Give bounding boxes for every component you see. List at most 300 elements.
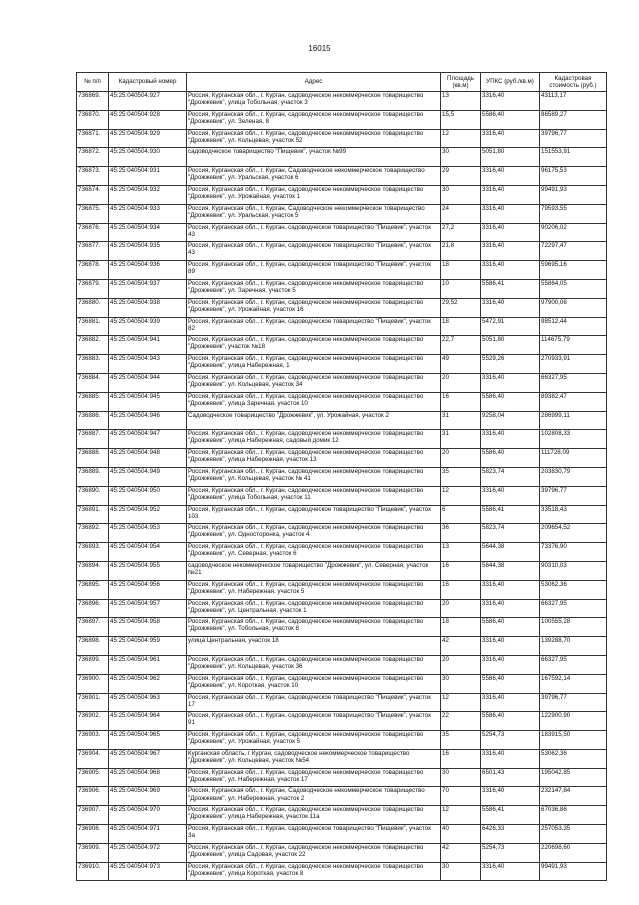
- area-cell: 18: [441, 317, 481, 336]
- area-cell: 42: [441, 637, 481, 656]
- row-num-cell: 736891.: [77, 505, 109, 524]
- table-row: [77, 317, 607, 336]
- header-area: Площадь (кв.м): [441, 73, 481, 92]
- row-num-cell: 736897.: [77, 618, 109, 637]
- table-row: [77, 92, 607, 111]
- area-cell: 12: [441, 486, 481, 505]
- upks-cell: 3316,40: [481, 92, 540, 111]
- cadastral-cost-cell: 100555,28: [540, 618, 607, 637]
- row-num-cell: 736887.: [77, 430, 109, 449]
- address-cell: Россия, Курганская обл., г. Курган, садоводческое некоммерческое товарищество "Дрожжевик", ул. Кольцевая, участок 36: [187, 655, 441, 674]
- upks-cell: 3316,40: [481, 204, 540, 223]
- address-cell: Россия, Курганская обл., г. Курган, садоводческое некоммерческое товарищество "Дрожжевик", ул. Кольцевая, участок 52: [187, 129, 441, 148]
- cadastral-cost-cell: 66327,95: [540, 373, 607, 392]
- cadastral-cost-cell: 111728,09: [540, 449, 607, 468]
- area-cell: 18: [441, 618, 481, 637]
- upks-cell: 3316,40: [481, 637, 540, 656]
- upks-cell: 5586,41: [481, 806, 540, 825]
- cadastral-cost-cell: 220698,60: [540, 843, 607, 862]
- cadastral-number-cell: 45:25:040504:953: [109, 524, 187, 543]
- cadastral-number-cell: 45:25:040504:935: [109, 242, 187, 261]
- area-cell: 12: [441, 693, 481, 712]
- row-num-cell: 736874.: [77, 185, 109, 204]
- row-num-cell: 736898.: [77, 637, 109, 656]
- table-row: [77, 862, 607, 881]
- cadastral-cost-cell: 72297,47: [540, 242, 607, 261]
- area-cell: 30: [441, 862, 481, 881]
- upks-cell: 3316,40: [481, 129, 540, 148]
- table-row: [77, 223, 607, 242]
- area-cell: 31: [441, 430, 481, 449]
- table-row: [77, 843, 607, 862]
- area-cell: 42: [441, 843, 481, 862]
- upks-cell: 5823,74: [481, 524, 540, 543]
- cadastral-cost-cell: 151553,91: [540, 148, 607, 167]
- upks-cell: 3316,40: [481, 167, 540, 186]
- address-cell: Россия, Курганская обл., г. Курган, садоводческое товарищество "Пищевик", участок 89: [187, 261, 441, 280]
- row-num-cell: 736892.: [77, 524, 109, 543]
- cadastral-cost-cell: 286999,11: [540, 411, 607, 430]
- row-num-cell: 736900.: [77, 674, 109, 693]
- area-cell: 27,2: [441, 223, 481, 242]
- row-num-cell: 736889.: [77, 467, 109, 486]
- cadastral-number-cell: 45:25:040504:952: [109, 505, 187, 524]
- header-cadastral-number: Кадастровый номер: [109, 73, 187, 92]
- address-cell: Россия, Курганская обл., г. Курган, садоводческое товарищество "Пищевик", участок 91: [187, 712, 441, 731]
- cadastral-number-cell: 45:25:040504:965: [109, 731, 187, 750]
- area-cell: 31: [441, 411, 481, 430]
- table-row: [77, 637, 607, 656]
- table-row: [77, 580, 607, 599]
- address-cell: Россия, Курганская обл., г. Курган, садоводческое некоммерческое товарищество "Дрожжевик", улица Набережная, садовый домик 12: [187, 430, 441, 449]
- cadastral-cost-cell: 98512,44: [540, 317, 607, 336]
- cadastral-value-table: [76, 72, 607, 881]
- address-cell: Россия, Курганская обл., г. Курган, садоводческое некоммерческое товарищество "Дрожжевик", улица Тобольная, участок 11: [187, 486, 441, 505]
- cadastral-cost-cell: 203830,79: [540, 467, 607, 486]
- cadastral-cost-cell: 33518,43: [540, 505, 607, 524]
- row-num-cell: 736869.: [77, 92, 109, 111]
- row-num-cell: 736890.: [77, 486, 109, 505]
- upks-cell: 6426,33: [481, 825, 540, 844]
- area-cell: 20: [441, 449, 481, 468]
- area-cell: 22: [441, 712, 481, 731]
- area-cell: 70: [441, 787, 481, 806]
- table-row: [77, 204, 607, 223]
- table-row: [77, 167, 607, 186]
- cadastral-number-cell: 45:25:040504:970: [109, 806, 187, 825]
- address-cell: Россия, Курганская обл., г. Курган, садоводческое некоммерческое товарищество "Дрожжевик", ул. Зеленая, 8: [187, 110, 441, 129]
- cadastral-number-cell: 45:25:040504:956: [109, 580, 187, 599]
- upks-cell: 5586,40: [481, 449, 540, 468]
- address-cell: Россия, Курганская обл., г. Курган, садоводческое некоммерческое товарищество "Дрожжевик", улица Тобольная, участок 3: [187, 92, 441, 111]
- cadastral-cost-cell: 43113,17: [540, 92, 607, 111]
- table-row: [77, 599, 607, 618]
- address-cell: Россия, Курганская обл., г. Курган, садоводческое некоммерческое товарищество "Дрожжевик", улица Набережная, участок 11а: [187, 806, 441, 825]
- address-cell: Россия, Курганская обл., г. Курган, садоводческое некоммерческое товарищество "Дрожжевик", улица Короткая, участок 8: [187, 862, 441, 881]
- cadastral-number-cell: 45:25:040504:945: [109, 392, 187, 411]
- table-row: [77, 110, 607, 129]
- row-num-cell: 736881.: [77, 317, 109, 336]
- row-num-cell: 736899.: [77, 655, 109, 674]
- address-cell: Россия, Курганская обл., г. Курган, садоводческое некоммерческое товарищество "Дрожжевик", улица Заречная, участок 10: [187, 392, 441, 411]
- address-cell: Россия, Курганская обл., г. Курган, садоводческое товарищество "Пищевик", участок 3а: [187, 825, 441, 844]
- row-num-cell: 736875.: [77, 204, 109, 223]
- cadastral-number-cell: 45:25:040504:933: [109, 204, 187, 223]
- address-cell: Россия, Курганская обл., г. Курган, садоводческое некоммерческое товарищество "Дрожжевик", ул. Урожайная, участок 5: [187, 731, 441, 750]
- area-cell: 6: [441, 505, 481, 524]
- cadastral-cost-cell: 139288,70: [540, 637, 607, 656]
- cadastral-cost-cell: 167592,14: [540, 674, 607, 693]
- area-cell: 10: [441, 279, 481, 298]
- upks-cell: 5823,74: [481, 467, 540, 486]
- row-num-cell: 736879.: [77, 279, 109, 298]
- upks-cell: 3316,40: [481, 223, 540, 242]
- upks-cell: 5529,26: [481, 355, 540, 374]
- upks-cell: 3316,40: [481, 261, 540, 280]
- area-cell: 16: [441, 580, 481, 599]
- upks-cell: 3316,40: [481, 655, 540, 674]
- table-row: [77, 561, 607, 580]
- cadastral-number-cell: 45:25:040504:930: [109, 148, 187, 167]
- table-row: [77, 486, 607, 505]
- table-row: [77, 411, 607, 430]
- cadastral-number-cell: 45:25:040504:968: [109, 768, 187, 787]
- cadastral-cost-cell: 99491,93: [540, 185, 607, 204]
- row-num-cell: 736888.: [77, 449, 109, 468]
- table-header-row: [77, 73, 607, 92]
- row-num-cell: 736885.: [77, 392, 109, 411]
- cadastral-number-cell: 45:25:040504:957: [109, 599, 187, 618]
- address-cell: Россия, Курганская обл., г. Курган, Садоводческое некоммерческое товарищество "Дрожжевик", ул. Набережная, участок 2: [187, 787, 441, 806]
- header-num: № п/п: [77, 73, 109, 92]
- cadastral-cost-cell: 257053,35: [540, 825, 607, 844]
- cadastral-cost-cell: 53062,36: [540, 580, 607, 599]
- area-cell: 30: [441, 768, 481, 787]
- address-cell: Россия, Курганская обл., г. Курган, садоводческое товарищество "Пищевик", участок 43: [187, 242, 441, 261]
- cadastral-number-cell: 45:25:040504:961: [109, 655, 187, 674]
- table-body: [77, 92, 607, 881]
- cadastral-cost-cell: 59695,16: [540, 261, 607, 280]
- cadastral-cost-cell: 90206,02: [540, 223, 607, 242]
- upks-cell: 3316,40: [481, 862, 540, 881]
- address-cell: Россия, Курганская обл., г. Курган, Садоводческое некоммерческое товарищество "Дрожжевик", ул. Уральская, участок 5: [187, 204, 441, 223]
- upks-cell: 3316,40: [481, 430, 540, 449]
- cadastral-number-cell: 45:25:040504:949: [109, 467, 187, 486]
- upks-cell: 5051,80: [481, 336, 540, 355]
- area-cell: 18: [441, 261, 481, 280]
- table-row: [77, 524, 607, 543]
- table-row: [77, 279, 607, 298]
- cadastral-cost-cell: 89382,47: [540, 392, 607, 411]
- table-row: [77, 618, 607, 637]
- cadastral-cost-cell: 209654,52: [540, 524, 607, 543]
- table-row: [77, 825, 607, 844]
- upks-cell: 5644,38: [481, 543, 540, 562]
- address-cell: Россия, Курганская обл., г. Курган, садоводческое некоммерческое товарищество "Дрожжевик", ул. Кольцевая, участок 34: [187, 373, 441, 392]
- upks-cell: 3316,40: [481, 242, 540, 261]
- row-num-cell: 736893.: [77, 543, 109, 562]
- cadastral-cost-cell: 114675,79: [540, 336, 607, 355]
- table-row: [77, 731, 607, 750]
- table-row: [77, 129, 607, 148]
- cadastral-number-cell: 45:25:040504:947: [109, 430, 187, 449]
- area-cell: 35: [441, 731, 481, 750]
- cadastral-cost-cell: 39796,77: [540, 693, 607, 712]
- row-num-cell: 736903.: [77, 731, 109, 750]
- address-cell: Россия, Курганская обл., г. Курган, садоводческое некоммерческое товарищество "Дрожжевик", ул. Урожайная, участок 1: [187, 185, 441, 204]
- table-row: [77, 749, 607, 768]
- upks-cell: 9258,04: [481, 411, 540, 430]
- cadastral-cost-cell: 86589,27: [540, 110, 607, 129]
- address-cell: Россия, Курганская обл., г. Курган, садоводческое некоммерческое товарищество "Дрожжевик", улица Садовая, участок 22: [187, 843, 441, 862]
- table-row: [77, 392, 607, 411]
- address-cell: Россия, Курганская обл., г. Курган, садоводческое некоммерческое товарищество "Дрожжевик", ул. Односторонка, участок 4: [187, 524, 441, 543]
- address-cell: садоводческое некоммерческое товарищество "Дрожжевик", ул. Северная, участок №21: [187, 561, 441, 580]
- upks-cell: 5472,91: [481, 317, 540, 336]
- cadastral-cost-cell: 96175,53: [540, 167, 607, 186]
- address-cell: Россия, Курганская обл., г. Курган, садоводческое некоммерческое товарищество "Дрожжевик", ул. Заречная, участок 5: [187, 279, 441, 298]
- row-num-cell: 736901.: [77, 693, 109, 712]
- cadastral-cost-cell: 53062,36: [540, 749, 607, 768]
- upks-cell: 3316,40: [481, 580, 540, 599]
- cadastral-number-cell: 45:25:040504:971: [109, 825, 187, 844]
- cadastral-cost-cell: 39796,77: [540, 486, 607, 505]
- table-row: [77, 543, 607, 562]
- row-num-cell: 736870.: [77, 110, 109, 129]
- area-cell: 20: [441, 655, 481, 674]
- table-row: [77, 768, 607, 787]
- cadastral-number-cell: 45:25:040504:941: [109, 336, 187, 355]
- cadastral-number-cell: 45:25:040504:959: [109, 637, 187, 656]
- cadastral-cost-cell: 102808,33: [540, 430, 607, 449]
- upks-cell: 5586,40: [481, 618, 540, 637]
- address-cell: Россия, Курганская обл., г. Курган, садоводческое некоммерческое товарищество "Дрожжевик", ул. Тобольная, участок 8: [187, 618, 441, 637]
- address-cell: Россия, Курганская обл., г. Курган, садоводческое некоммерческое товарищество "Дрожжевик", ул. Центральная, участок 1: [187, 599, 441, 618]
- address-cell: Россия, Курганская обл., г. Курган, садоводческое товарищество "Пищевик", участок 82: [187, 317, 441, 336]
- area-cell: 16: [441, 392, 481, 411]
- table-row: [77, 355, 607, 374]
- table-row: [77, 298, 607, 317]
- table-row: [77, 261, 607, 280]
- header-cadastral-cost: Кадастровая стоимость (руб.): [540, 73, 607, 92]
- address-cell: Россия, Курганская обл., г. Курган, садоводческое некоммерческое товарищество "Дрожжевик", ул. Набережная, участок 5: [187, 580, 441, 599]
- cadastral-number-cell: 45:25:040504:962: [109, 674, 187, 693]
- table-row: [77, 806, 607, 825]
- table-row: [77, 242, 607, 261]
- upks-cell: 3316,40: [481, 373, 540, 392]
- area-cell: 16: [441, 749, 481, 768]
- row-num-cell: 736877.: [77, 242, 109, 261]
- address-cell: Россия, Курганская обл., г. Курган, садоводческое некоммерческое товарищество "Дрожжевик", улица Набережная, участок 13: [187, 449, 441, 468]
- table-row: [77, 674, 607, 693]
- upks-cell: 3316,40: [481, 693, 540, 712]
- table-row: [77, 712, 607, 731]
- table-row: [77, 373, 607, 392]
- upks-cell: 3316,40: [481, 486, 540, 505]
- cadastral-number-cell: 45:25:040504:972: [109, 843, 187, 862]
- row-num-cell: 736910.: [77, 862, 109, 881]
- address-cell: Россия, Курганская обл., г. Курган, садоводческое некоммерческое товарищество "Дрожжевик", ул. Короткая, участок 10: [187, 674, 441, 693]
- upks-cell: 5254,73: [481, 731, 540, 750]
- cadastral-cost-cell: 55864,05: [540, 279, 607, 298]
- cadastral-number-cell: 45:25:040504:964: [109, 712, 187, 731]
- table-row: [77, 787, 607, 806]
- area-cell: 12: [441, 129, 481, 148]
- cadastral-number-cell: 45:25:040504:928: [109, 110, 187, 129]
- upks-cell: 5586,40: [481, 110, 540, 129]
- cadastral-number-cell: 45:25:040504:937: [109, 279, 187, 298]
- area-cell: 30: [441, 185, 481, 204]
- row-num-cell: 736896.: [77, 599, 109, 618]
- upks-cell: 5586,41: [481, 279, 540, 298]
- cadastral-cost-cell: 195042,85: [540, 768, 607, 787]
- area-cell: 35: [441, 467, 481, 486]
- table-row: [77, 655, 607, 674]
- area-cell: 22,7: [441, 336, 481, 355]
- cadastral-number-cell: 45:25:040504:963: [109, 693, 187, 712]
- row-num-cell: 736886.: [77, 411, 109, 430]
- upks-cell: 3316,40: [481, 185, 540, 204]
- address-cell: Россия, Курганская обл., г. Курган, садоводческое товарищество "Пищевик", участок 103: [187, 505, 441, 524]
- row-num-cell: 736909.: [77, 843, 109, 862]
- table-row: [77, 467, 607, 486]
- upks-cell: 6501,43: [481, 768, 540, 787]
- page-number: 16015: [308, 44, 331, 53]
- address-cell: Садоводческое товарищество "Дрожжевик", ул. Урожайная, участок 2: [187, 411, 441, 430]
- cadastral-number-cell: 45:25:040504:955: [109, 561, 187, 580]
- address-cell: Россия, Курганская обл., г. Курган, садоводческое некоммерческое товарищество "Дрожжевик", улица Набережная, 1: [187, 355, 441, 374]
- cadastral-number-cell: 45:25:040504:944: [109, 373, 187, 392]
- table-row: [77, 430, 607, 449]
- row-num-cell: 736884.: [77, 373, 109, 392]
- area-cell: 29: [441, 167, 481, 186]
- area-cell: 12: [441, 806, 481, 825]
- area-cell: 29,52: [441, 298, 481, 317]
- row-num-cell: 736880.: [77, 298, 109, 317]
- area-cell: 21,8: [441, 242, 481, 261]
- area-cell: 40: [441, 825, 481, 844]
- cadastral-cost-cell: 39796,77: [540, 129, 607, 148]
- row-num-cell: 736871.: [77, 129, 109, 148]
- cadastral-cost-cell: 90310,03: [540, 561, 607, 580]
- table-row: [77, 693, 607, 712]
- row-num-cell: 736904.: [77, 749, 109, 768]
- cadastral-cost-cell: 97900,06: [540, 298, 607, 317]
- area-cell: 24: [441, 204, 481, 223]
- cadastral-number-cell: 45:25:040504:950: [109, 486, 187, 505]
- cadastral-number-cell: 45:25:040504:936: [109, 261, 187, 280]
- area-cell: 20: [441, 373, 481, 392]
- row-num-cell: 736902.: [77, 712, 109, 731]
- upks-cell: 5051,80: [481, 148, 540, 167]
- area-cell: 49: [441, 355, 481, 374]
- cadastral-number-cell: 45:25:040504:948: [109, 449, 187, 468]
- cadastral-number-cell: 45:25:040504:967: [109, 749, 187, 768]
- area-cell: 20: [441, 599, 481, 618]
- area-cell: 13: [441, 92, 481, 111]
- cadastral-cost-cell: 99491,93: [540, 862, 607, 881]
- upks-cell: 5586,40: [481, 674, 540, 693]
- area-cell: 16: [441, 561, 481, 580]
- cadastral-number-cell: 45:25:040504:927: [109, 92, 187, 111]
- row-num-cell: 736907.: [77, 806, 109, 825]
- upks-cell: 3316,40: [481, 298, 540, 317]
- cadastral-number-cell: 45:25:040504:934: [109, 223, 187, 242]
- upks-cell: 3316,40: [481, 599, 540, 618]
- address-cell: Россия, Курганская обл., г. Курган, садоводческое некоммерческое товарищество "Дрожжевик", ул. Северная, участок 6: [187, 543, 441, 562]
- header-upks: УПКС (руб./кв.м): [481, 73, 540, 92]
- table-row: [77, 449, 607, 468]
- row-num-cell: 736872.: [77, 148, 109, 167]
- cadastral-cost-cell: 270933,91: [540, 355, 607, 374]
- address-cell: улица Центральная, участок 18: [187, 637, 441, 656]
- address-cell: Россия, Курганская обл., г. Курган, садоводческое товарищество "Пищевик", участок 43: [187, 223, 441, 242]
- cadastral-cost-cell: 66327,95: [540, 599, 607, 618]
- address-cell: Россия, Курганская обл., г. Курган, Садоводческое некоммерческое товарищество "Дрожжевик", ул. Уральская, участок 6: [187, 167, 441, 186]
- area-cell: 13: [441, 543, 481, 562]
- row-num-cell: 736878.: [77, 261, 109, 280]
- address-cell: Россия, Курганская обл., г. Курган, садоводческое некоммерческое товарищество "Дрожжевик", участок №18: [187, 336, 441, 355]
- cadastral-number-cell: 45:25:040504:929: [109, 129, 187, 148]
- upks-cell: 5644,38: [481, 561, 540, 580]
- cadastral-cost-cell: 73376,90: [540, 543, 607, 562]
- header-address: Адрес: [187, 73, 441, 92]
- cadastral-cost-cell: 66327,95: [540, 655, 607, 674]
- upks-cell: 5254,73: [481, 843, 540, 862]
- table-row: [77, 185, 607, 204]
- cadastral-cost-cell: 122900,90: [540, 712, 607, 731]
- cadastral-cost-cell: 79593,55: [540, 204, 607, 223]
- upks-cell: 5586,40: [481, 392, 540, 411]
- area-cell: 30: [441, 674, 481, 693]
- address-cell: Россия, Курганская обл., г. Курган, садоводческое товарищество "Пищевик", участок 17: [187, 693, 441, 712]
- upks-cell: 5586,41: [481, 505, 540, 524]
- cadastral-number-cell: 45:25:040504:958: [109, 618, 187, 637]
- cadastral-cost-cell: 67036,86: [540, 806, 607, 825]
- address-cell: садоводческое товарищество "Пищевик", участок №99: [187, 148, 441, 167]
- row-num-cell: 736894.: [77, 561, 109, 580]
- address-cell: Курганская область, г Курган, садоводческое некоммерческое товарищество "Дрожжевик", ул. Кольцевая, участок №54: [187, 749, 441, 768]
- row-num-cell: 736873.: [77, 167, 109, 186]
- row-num-cell: 736905.: [77, 768, 109, 787]
- cadastral-number-cell: 45:25:040504:969: [109, 787, 187, 806]
- address-cell: Россия, Курганская обл., г. Курган, садоводческое некоммерческое товарищество "Дрожжевик", ул. Урожайная, участок 16: [187, 298, 441, 317]
- cadastral-number-cell: 45:25:040504:932: [109, 185, 187, 204]
- row-num-cell: 736882.: [77, 336, 109, 355]
- row-num-cell: 736883.: [77, 355, 109, 374]
- area-cell: 36: [441, 524, 481, 543]
- upks-cell: 5586,40: [481, 712, 540, 731]
- cadastral-number-cell: 45:25:040504:943: [109, 355, 187, 374]
- upks-cell: 3316,40: [481, 787, 540, 806]
- cadastral-number-cell: 45:25:040504:939: [109, 317, 187, 336]
- cadastral-number-cell: 45:25:040504:946: [109, 411, 187, 430]
- row-num-cell: 736876.: [77, 223, 109, 242]
- area-cell: 30: [441, 148, 481, 167]
- row-num-cell: 736895.: [77, 580, 109, 599]
- upks-cell: 3316,40: [481, 749, 540, 768]
- row-num-cell: 736906.: [77, 787, 109, 806]
- table-row: [77, 336, 607, 355]
- table-row: [77, 505, 607, 524]
- cadastral-number-cell: 45:25:040504:973: [109, 862, 187, 881]
- table-row: [77, 148, 607, 167]
- cadastral-number-cell: 45:25:040504:938: [109, 298, 187, 317]
- row-num-cell: 736908.: [77, 825, 109, 844]
- area-cell: 15,5: [441, 110, 481, 129]
- cadastral-number-cell: 45:25:040504:931: [109, 167, 187, 186]
- address-cell: Россия, Курганская обл., г. Курган, садоводческое некоммерческое товарищество "Дрожжевик", ул. Набережная, участок 17: [187, 768, 441, 787]
